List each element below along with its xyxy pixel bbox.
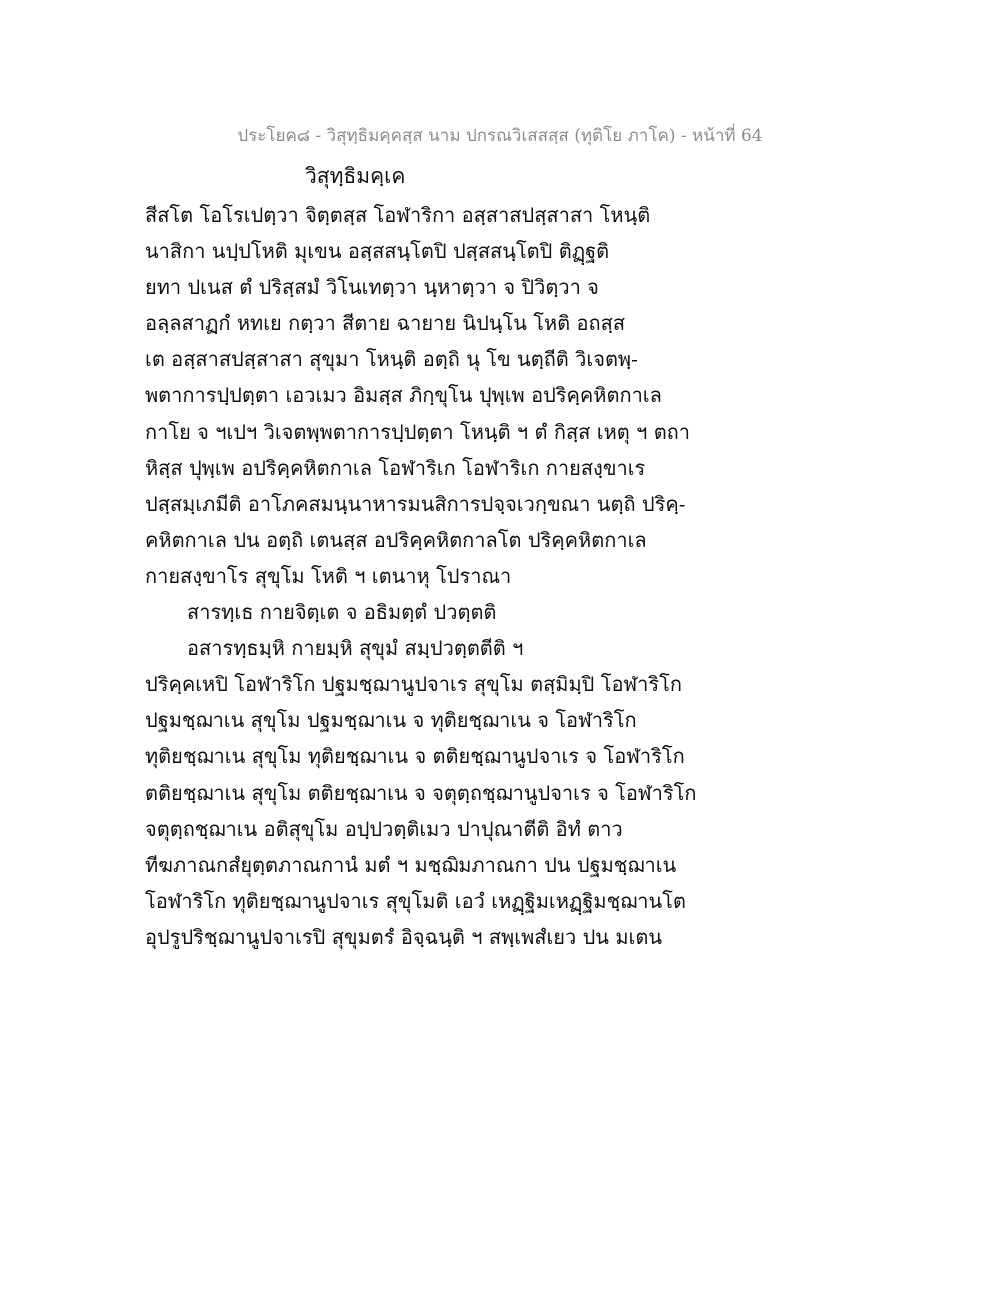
- text-line: เต อสฺสาสปสฺสาสา สุขุมา โหนฺติ อตฺถิ นุ โข นตฺถีติ วิเจตพฺ-: [145, 347, 638, 372]
- text-line: โอฬาริโก ทุติยชฺฌานูปจาเร สุขุโมติ เอวํ เหฏฺฐิมเหฏฺฐิมชฺฌานโต: [145, 888, 686, 913]
- text-line: ทีฆภาณกสํยุตฺตภาณกานํ มตํ ฯ มชฺฌิมภาณกา ปน ปฐมชฺฌาเน: [145, 852, 677, 877]
- text-line: ทุติยชฺฌาเน สุขุโม ทุติยชฺฌาเน จ ตติยชฺฌานูปจาเร จ โอฬาริโก: [145, 744, 685, 769]
- verse-line: อสารทฺธมฺหิ กายมฺหิ สุขุมํ สมฺปวตฺตตีติ ฯ: [187, 636, 524, 661]
- text-line: ยทา ปเนส ตํ ปริสฺสมํ วิโนเทตฺวา นฺหาตฺวา จ ปิวิตฺวา จ: [145, 275, 599, 300]
- running-header: ประโยค๘ - วิสุทฺธิมคฺคสฺส นาม ปกรณวิเสสสฺส (ทุติโย ภาโค) - หน้าที่ 64: [237, 126, 763, 146]
- text-line: จตุตฺถชฺฌาเน อติสุขุโม อปฺปวตฺติเมว ปาปุณาตีติ อิทํ ตาว: [145, 816, 623, 841]
- text-line: หิสฺส ปุพฺเพ อปริคฺคหิตกาเล โอฬาริเก โอฬาริเก กายสงฺขาเร: [145, 455, 646, 480]
- text-line: กาโย จ ฯเปฯ วิเจตพฺพตาการปฺปตฺตา โหนฺติ ฯ ตํ กิสฺส เหตุ ฯ ตถา: [145, 419, 691, 444]
- text-line: ตติยชฺฌาเน สุขุโม ตติยชฺฌาเน จ จตุตฺถชฺฌานูปจาเร จ โอฬาริโก: [145, 780, 697, 805]
- text-line: สีสโต โอโรเปตฺวา จิตฺตสฺส โอฬาริกา อสฺสาสปสฺสาสา โหนฺติ: [145, 203, 651, 227]
- text-line: คหิตกาเล ปน อตฺถิ เตนสฺส อปริคฺคหิตกาลโต ปริคฺคหิตกาเล: [145, 527, 647, 552]
- text-line: ปฐมชฺฌาเน สุขุโม ปฐมชฺฌาเน จ ทุติยชฺฌาเน จ โอฬาริโก: [145, 708, 637, 733]
- text-line: อุปรูปริชฺฌานูปจาเรปิ สุขุมตรํ อิจฺฉนฺติ ฯ สพฺเพสํเยว ปน มเตน: [145, 924, 663, 949]
- text-line: กายสงฺขาโร สุขุโม โหติ ฯ เตนาหุ โปราณา: [145, 563, 512, 588]
- text-line: นาสิกา นปฺปโหติ มุเขน อสฺสสนฺโตปิ ปสฺสสนฺโตปิ ติฏฺฐติ: [145, 239, 610, 264]
- body-text: [145, 197, 697, 955]
- verse-line: สารทฺเธ กายจิตฺเต จ อธิมตฺตํ ปวตฺตติ: [187, 600, 497, 625]
- text-line: พตาการปฺปตฺตา เอวเมว อิมสฺส ภิกฺขุโน ปุพฺเพ อปริคฺคหิตกาเล: [145, 383, 662, 408]
- section-title: วิสุทฺธิมคฺเค: [305, 164, 406, 188]
- text-line: ปสฺสมฺเภมีติ อาโภคสมนฺนาหารมนสิการปจฺจเวกฺขณา นตฺถิ ปริคฺ-: [145, 491, 686, 516]
- text-line: ปริคฺคเหปิ โอฬาริโก ปฐมชฺฌานูปจาเร สุขุโม ตสฺมิมฺปิ โอฬาริโก: [145, 672, 682, 697]
- text-line: อลฺลสาฏกํ หทเย กตฺวา สีตาย ฉายาย นิปนฺโน โหติ อถสฺส: [145, 311, 626, 336]
